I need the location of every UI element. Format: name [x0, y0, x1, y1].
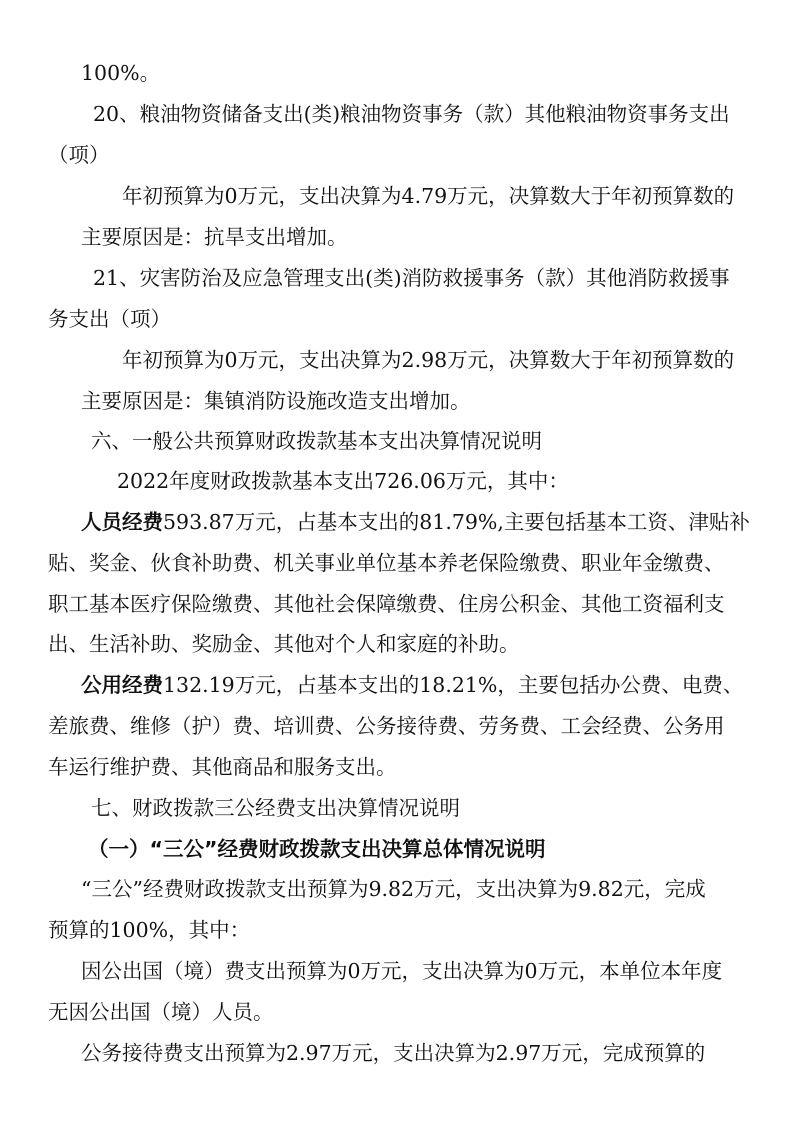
- text-line: 2022年度财政拨款基本支出726.06万元，其中：: [117, 469, 569, 493]
- personnel-expense-text: 593.87万元，占基本支出的81.79%,主要包括基本工资、津贴补: [163, 510, 750, 534]
- text-line: 年初预算为0万元，支出决算为4.79万元，决算数大于年初预算数的: [122, 184, 735, 208]
- personnel-expense-label: 人员经费: [81, 510, 163, 534]
- section-6-heading: 六、一般公共预算财政拨款基本支出决算情况说明: [91, 429, 542, 453]
- public-expense-label: 公用经费: [81, 673, 163, 697]
- text-line: 公务接待费支出预算为2.97万元，支出决算为2.97万元，完成预算的: [81, 1041, 706, 1065]
- text-line: 出、生活补助、奖励金、其他对个人和家庭的补助。: [48, 632, 520, 656]
- text-line: 职工基本医疗保险缴费、其他社会保障缴费、住房公积金、其他工资福利支: [48, 592, 725, 616]
- text-line: 主要原因是：集镇消防设施改造支出增加。: [81, 389, 471, 413]
- text-line: 因公出国（境）费支出预算为0万元，支出决算为0万元，本单位本年度: [81, 959, 723, 983]
- text-line: “三公”经费财政拨款支出预算为9.82万元，支出决算为9.82元，完成: [81, 877, 706, 901]
- text-line: 主要原因是：抗旱支出增加。: [81, 225, 348, 249]
- item-20-heading-cont: （项）: [48, 143, 110, 167]
- text-line: 无因公出国（境）人员。: [48, 1000, 274, 1024]
- text-line: 差旅费、维修（护）费、培训费、公务接待费、劳务费、工会经费、公务用: [48, 714, 725, 738]
- section-7-heading: 七、财政拨款三公经费支出决算情况说明: [91, 796, 460, 820]
- personnel-expense-line: [81, 509, 750, 535]
- text-line: 贴、奖金、伙食补助费、机关事业单位基本养老保险缴费、职业年金缴费、: [48, 551, 725, 575]
- text-line: 100%。: [81, 61, 161, 85]
- text-line: 年初预算为0万元，支出决算为2.98万元，决算数大于年初预算数的: [122, 348, 735, 372]
- item-21-heading: 21、灾害防治及应急管理支出(类)消防救援事务（款）其他消防救援事: [93, 266, 730, 290]
- text-line: 车运行维护费、其他商品和服务支出。: [48, 755, 397, 779]
- subsection-1-heading: （一）“三公”经费财政拨款支出决算总体情况说明: [88, 837, 546, 861]
- public-expense-line: [81, 672, 743, 698]
- item-21-heading-cont: 务支出（项）: [48, 307, 171, 331]
- text-line: 预算的100%，其中：: [48, 918, 251, 942]
- item-20-heading: 20、粮油物资储备支出(类)粮油物资事务（款）其他粮油物资事务支出: [93, 102, 730, 126]
- public-expense-text: 132.19万元，占基本支出的18.21%，主要包括办公费、电费、: [163, 673, 744, 697]
